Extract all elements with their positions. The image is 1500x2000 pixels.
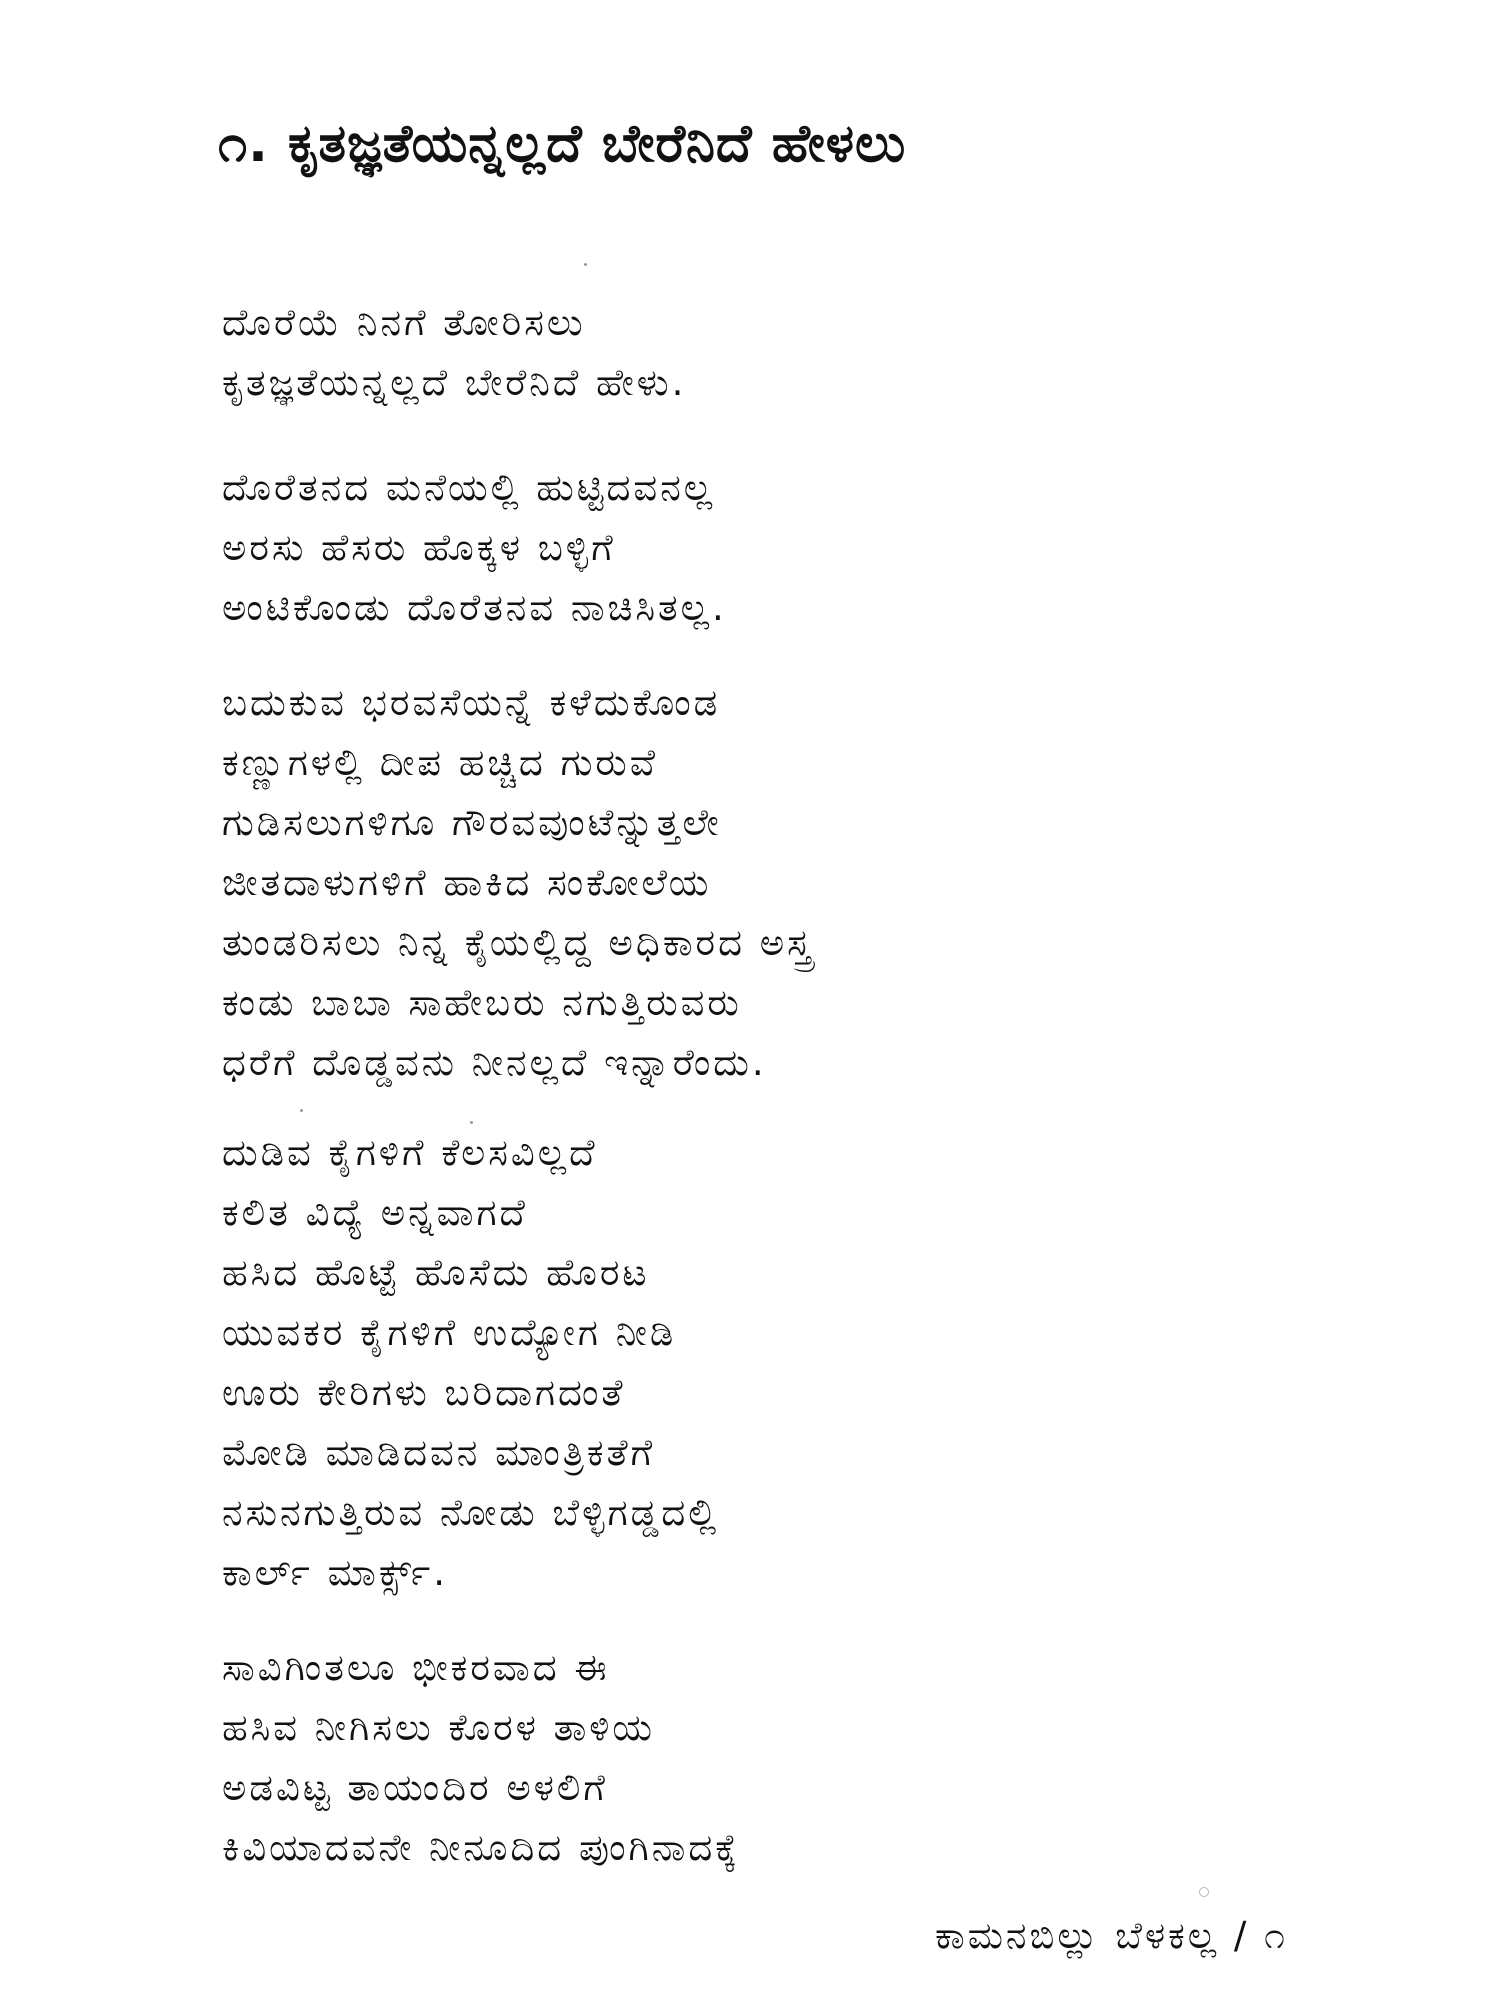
poem-line: ತುಂಡರಿಸಲು ನಿನ್ನ ಕೈಯಲ್ಲಿದ್ದ ಅಧಿಕಾರದ ಅಸ್ತ್ರ (222, 921, 815, 964)
scan-speck (300, 1109, 303, 1112)
poem-line: ದುಡಿವ ಕೈಗಳಿಗೆ ಕೆಲಸವಿಲ್ಲದೆ (222, 1131, 598, 1174)
poem-line: ಕಣ್ಣುಗಳಲ್ಲಿ ದೀಪ ಹಚ್ಚಿದ ಗುರುವೆ (222, 741, 658, 784)
poem-line: ಮೋಡಿ ಮಾಡಿದವನ ಮಾಂತ್ರಿಕತೆಗೆ (222, 1431, 656, 1474)
poem-line: ದೊರೆಯೆ ನಿನಗೆ ತೋರಿಸಲು (222, 301, 586, 344)
poem-line: ಗುಡಿಸಲುಗಳಿಗೂ ಗೌರವವುಂಟೆನ್ನುತ್ತಲೇ (222, 801, 722, 844)
scan-speck (470, 1121, 473, 1124)
poem-line: ಸಾವಿಗಿಂತಲೂ ಭೀಕರವಾದ ಈ (222, 1646, 610, 1689)
poem-line: ಬದುಕುವ ಭರವಸೆಯನ್ನೆ ಕಳೆದುಕೊಂಡ (222, 681, 721, 724)
poem-line: ಹಸಿದ ಹೊಟ್ಟೆ ಹೊಸೆದು ಹೊರಟ (222, 1251, 650, 1294)
poem-line: ದೊರೆತನದ ಮನೆಯಲ್ಲಿ ಹುಟ್ಟಿದವನಲ್ಲ (222, 466, 716, 509)
poem-line: ಕಲಿತ ವಿದ್ಯೆ ಅನ್ನವಾಗದೆ (222, 1191, 528, 1234)
poem-line: ಕೃತಜ್ಞತೆಯನ್ನಲ್ಲದೆ ಬೇರೆನಿದೆ ಹೇಳು. (222, 361, 687, 404)
poem-line: ಕಿವಿಯಾದವನೇ ನೀನೂದಿದ ಪುಂಗಿನಾದಕ್ಕೆ (222, 1826, 740, 1869)
poem-line: ಯುವಕರ ಕೈಗಳಿಗೆ ಉದ್ಯೋಗ ನೀಡಿ (222, 1311, 677, 1354)
scan-ring-mark (1199, 1887, 1209, 1897)
poem-line: ಜೀತದಾಳುಗಳಿಗೆ ಹಾಕಿದ ಸಂಕೋಲೆಯ (222, 861, 712, 904)
poem-line: ಕಾರ್ಲ್ ಮಾರ್ಕ್ಸ್. (222, 1551, 448, 1594)
poem-line: ಅಂಟಿಕೊಂಡು ದೊರೆತನವ ನಾಚಿಸಿತಲ್ಲ. (222, 586, 727, 629)
poem-title: ೧. ಕೃತಜ್ಞತೆಯನ್ನಲ್ಲದೆ ಬೇರೆನಿದೆ ಹೇಳಲು (218, 114, 907, 174)
scan-speck (584, 263, 587, 266)
poem-line: ಊರು ಕೇರಿಗಳು ಬರಿದಾಗದಂತೆ (222, 1371, 626, 1414)
poem-line: ಅಡವಿಟ್ಟ ತಾಯಂದಿರ ಅಳಲಿಗೆ (222, 1766, 608, 1809)
poem-line: ಅರಸು ಹೆಸರು ಹೊಕ್ಕಳ ಬಳ್ಳಿಗೆ (222, 526, 616, 569)
poem-line: ಕಂಡು ಬಾಬಾ ಸಾಹೇಬರು ನಗುತ್ತಿರುವರು (222, 981, 742, 1024)
poem-line: ಧರೆಗೆ ದೊಡ್ಡವನು ನೀನಲ್ಲದೆ ಇನ್ನಾರೆಂದು. (222, 1041, 767, 1084)
poem-line: ಹಸಿವ ನೀಗಿಸಲು ಕೊರಳ ತಾಳಿಯ (222, 1706, 656, 1749)
footer-credit: ಕಾಮನಬಿಲ್ಲು ಬೆಳಕಲ್ಲ / ೧ (935, 1914, 1288, 1957)
poem-line: ನಸುನಗುತ್ತಿರುವ ನೋಡು ಬೆಳ್ಳಿಗಡ್ಡದಲ್ಲಿ (222, 1491, 720, 1534)
